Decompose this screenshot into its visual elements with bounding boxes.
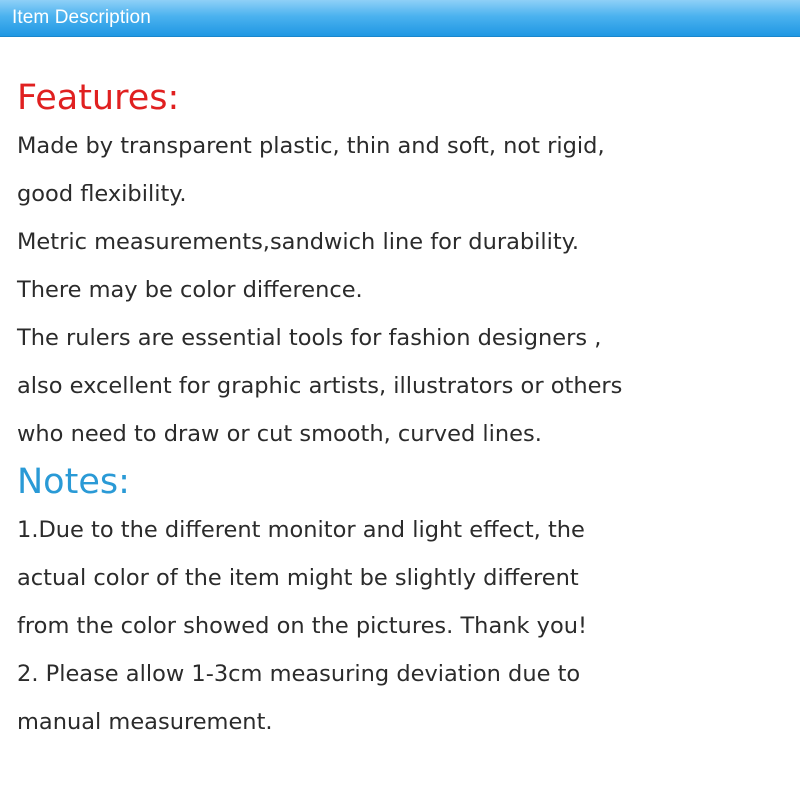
header-title: Item Description <box>12 7 151 28</box>
notes-line: 2. Please allow 1-3cm measuring deviation due to <box>17 661 581 687</box>
features-line: The rulers are essential tools for fashion designers , <box>17 325 602 351</box>
features-line: also excellent for graphic artists, illustrators or others <box>17 373 623 399</box>
notes-line: actual color of the item might be slightly different <box>17 565 579 591</box>
features-line: good flexibility. <box>17 181 187 207</box>
notes-line: manual measurement. <box>17 709 273 735</box>
features-line: Metric measurements,sandwich line for durability. <box>17 229 579 255</box>
features-line: who need to draw or cut smooth, curved lines. <box>17 421 542 447</box>
notes-line: from the color showed on the pictures. Thank you! <box>17 613 588 639</box>
description-content <box>17 74 787 746</box>
notes-heading: Notes: <box>17 462 130 502</box>
features-heading: Features: <box>17 78 180 118</box>
item-description-header <box>0 0 800 37</box>
notes-line: 1.Due to the different monitor and light effect, the <box>17 517 585 543</box>
features-line: Made by transparent plastic, thin and soft, not rigid, <box>17 133 605 159</box>
features-line: There may be color difference. <box>17 277 363 303</box>
